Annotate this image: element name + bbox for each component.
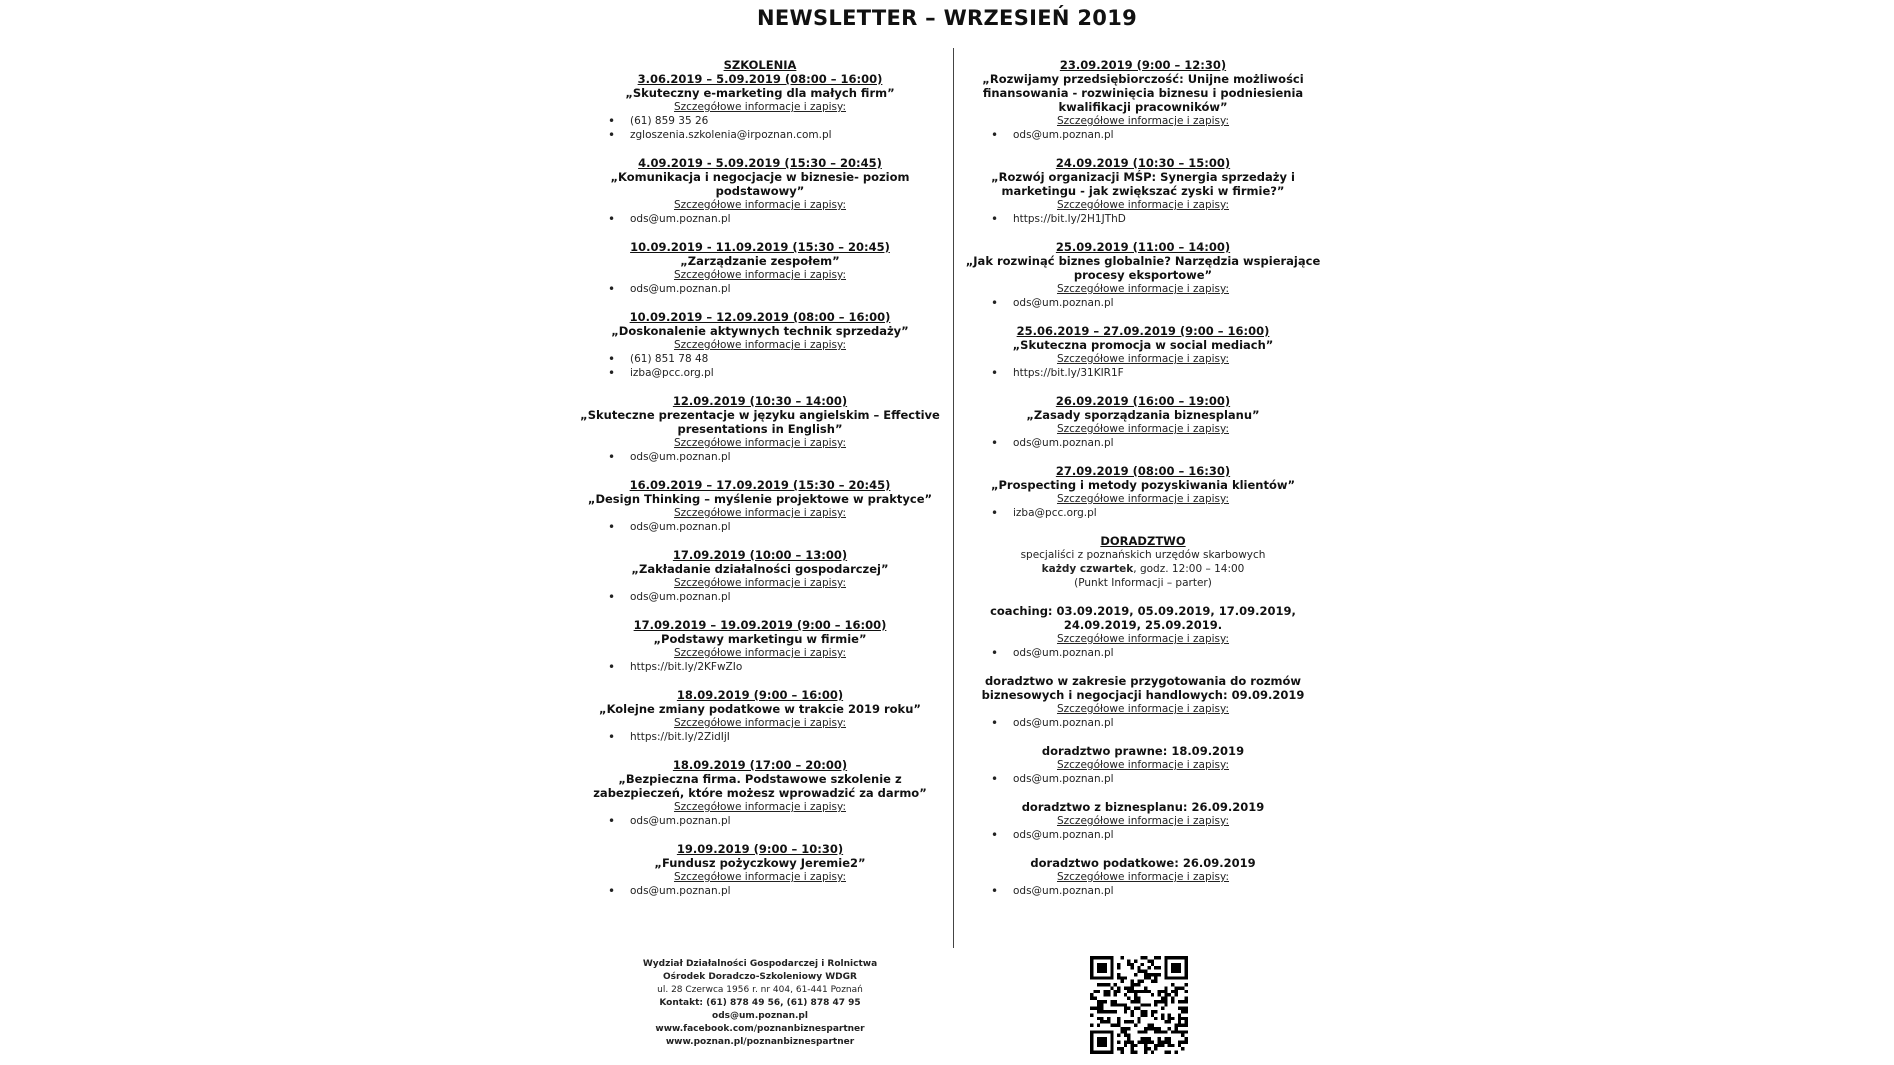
advice-title: coaching: 03.09.2019, 05.09.2019, 17.09.2019, 24.09.2019, 25.09.2019. bbox=[990, 604, 1296, 632]
signup-info-label: Szczegółowe informacje i zapisy: bbox=[673, 339, 847, 351]
training-entry bbox=[963, 464, 1323, 520]
training-entry bbox=[580, 240, 940, 296]
training-topic: „Podstawy marketingu w firmie” bbox=[653, 632, 867, 646]
training-date: 18.09.2019 (17:00 – 20:00) bbox=[672, 758, 848, 772]
contact-item[interactable]: • ods@um.poznan.pl bbox=[991, 716, 1323, 730]
training-topic: „Komunikacja i negocjacje w biznesie- poziom podstawowy” bbox=[610, 170, 910, 198]
contact-item[interactable]: • ods@um.poznan.pl bbox=[991, 436, 1323, 450]
signup-info-label: Szczegółowe informacje i zapisy: bbox=[673, 507, 847, 519]
signup-info-label: Szczegółowe informacje i zapisy: bbox=[1056, 703, 1230, 715]
footer-facebook: www.facebook.com/poznanbiznespartner bbox=[655, 1024, 865, 1034]
signup-info-label: Szczegółowe informacje i zapisy: bbox=[1056, 871, 1230, 883]
contact-list bbox=[963, 436, 1323, 450]
contact-item[interactable]: • ods@um.poznan.pl bbox=[608, 590, 940, 604]
right-column bbox=[963, 58, 1323, 912]
contact-list bbox=[580, 730, 940, 744]
training-topic: „Prospecting i metody pozyskiwania klientów” bbox=[990, 478, 1296, 492]
advice-item bbox=[963, 674, 1323, 730]
training-entry bbox=[580, 758, 940, 828]
contact-item[interactable]: • ods@um.poznan.pl bbox=[608, 212, 940, 226]
signup-info-label: Szczegółowe informacje i zapisy: bbox=[673, 801, 847, 813]
training-date: 17.09.2019 (10:00 – 13:00) bbox=[672, 548, 848, 562]
contact-list bbox=[963, 296, 1323, 310]
signup-info-label: Szczegółowe informacje i zapisy: bbox=[673, 647, 847, 659]
contact-item[interactable]: • ods@um.poznan.pl bbox=[991, 828, 1323, 842]
contact-item[interactable]: • ods@um.poznan.pl bbox=[991, 128, 1323, 142]
training-entry bbox=[580, 618, 940, 674]
signup-info-label: Szczegółowe informacje i zapisy: bbox=[673, 871, 847, 883]
training-topic: „Rozwijamy przedsiębiorczość: Unijne możliwości finansowania - rozwinięcia biznesu i podniesienia kwalifikacji pracowników” bbox=[982, 72, 1304, 114]
signup-info-label: Szczegółowe informacje i zapisy: bbox=[673, 437, 847, 449]
page-title: NEWSLETTER – WRZESIEŃ 2019 bbox=[756, 6, 1138, 30]
footer-website: www.poznan.pl/poznanbiznespartner bbox=[665, 1037, 855, 1047]
footer-contact bbox=[580, 958, 940, 1049]
training-entry bbox=[580, 310, 940, 380]
contact-list bbox=[963, 716, 1323, 730]
training-entry bbox=[963, 156, 1323, 226]
contact-item[interactable]: • ods@um.poznan.pl bbox=[608, 884, 940, 898]
contact-list bbox=[963, 884, 1323, 898]
specialists-schedule bbox=[963, 562, 1323, 576]
contact-item[interactable]: • ods@um.poznan.pl bbox=[608, 450, 940, 464]
signup-info-label: Szczegółowe informacje i zapisy: bbox=[1056, 815, 1230, 827]
signup-info-label: Szczegółowe informacje i zapisy: bbox=[673, 717, 847, 729]
contact-item[interactable]: • (61) 859 35 26 bbox=[608, 114, 940, 128]
training-entry bbox=[580, 394, 940, 464]
contact-item[interactable]: • ods@um.poznan.pl bbox=[608, 520, 940, 534]
contact-item[interactable]: • ods@um.poznan.pl bbox=[991, 772, 1323, 786]
training-topic: „Rozwój organizacji MŚP: Synergia sprzedaży i marketingu - jak zwiększać zyski w firmie?” bbox=[991, 170, 1295, 198]
advice-item bbox=[963, 744, 1323, 786]
contact-item[interactable]: • izba@pcc.org.pl bbox=[608, 366, 940, 380]
training-list bbox=[580, 72, 940, 898]
footer-address: ul. 28 Czerwca 1956 r. nr 404, 61-441 Poznań bbox=[657, 985, 863, 995]
contact-item[interactable]: • https://bit.ly/31KIR1F bbox=[991, 366, 1323, 380]
contact-item[interactable]: • (61) 851 78 48 bbox=[608, 352, 940, 366]
training-topic: „Fundusz pożyczkowy Jeremie2” bbox=[654, 856, 866, 870]
training-topic: „Kolejne zmiany podatkowe w trakcie 2019 roku” bbox=[599, 702, 921, 716]
training-topic: „Jak rozwinąć biznes globalnie? Narzędzia wspierające procesy eksportowe” bbox=[965, 254, 1321, 282]
advice-list bbox=[963, 604, 1323, 898]
training-date: 24.09.2019 (10:30 – 15:00) bbox=[1055, 156, 1231, 170]
contact-item[interactable]: • ods@um.poznan.pl bbox=[608, 814, 940, 828]
training-date: 25.09.2019 (11:00 – 14:00) bbox=[1055, 240, 1231, 254]
training-topic: „Zasady sporządzania biznesplanu” bbox=[1026, 408, 1260, 422]
training-entry bbox=[963, 394, 1323, 450]
qr-code-icon bbox=[1090, 956, 1188, 1054]
contact-list bbox=[963, 828, 1323, 842]
training-date: 10.09.2019 – 12.09.2019 (08:00 – 16:00) bbox=[629, 310, 891, 324]
footer-center: Ośrodek Doradczo-Szkoleniowy WDGR bbox=[663, 972, 857, 982]
signup-info-label: Szczegółowe informacje i zapisy: bbox=[1056, 759, 1230, 771]
specialists-line: specjaliści z poznańskich urzędów skarbowych bbox=[1020, 549, 1266, 561]
signup-info-label: Szczegółowe informacje i zapisy: bbox=[1056, 633, 1230, 645]
training-entry bbox=[963, 58, 1323, 142]
contact-item[interactable]: • https://bit.ly/2KFwZIo bbox=[608, 660, 940, 674]
contact-item[interactable]: • ods@um.poznan.pl bbox=[991, 296, 1323, 310]
advice-heading: DORADZTWO bbox=[1100, 534, 1186, 548]
contact-list bbox=[963, 506, 1323, 520]
contact-list bbox=[580, 450, 940, 464]
training-date: 3.06.2019 – 5.09.2019 (08:00 – 16:00) bbox=[637, 72, 883, 86]
signup-info-label: Szczegółowe informacje i zapisy: bbox=[1056, 423, 1230, 435]
training-topic: „Bezpieczna firma. Podstawowe szkolenie z zabezpieczeń, które możesz wprowadzić za darmo” bbox=[593, 772, 927, 800]
signup-info-label: Szczegółowe informacje i zapisy: bbox=[1056, 493, 1230, 505]
signup-info-label: Szczegółowe informacje i zapisy: bbox=[1056, 199, 1230, 211]
advice-title: doradztwo prawne: 18.09.2019 bbox=[1041, 744, 1245, 758]
training-topic: „Doskonalenie aktywnych technik sprzedaży” bbox=[611, 324, 909, 338]
training-entry bbox=[580, 478, 940, 534]
specialists-hours: , godz. 12:00 – 14:00 bbox=[1133, 563, 1245, 575]
training-date: 4.09.2019 - 5.09.2019 (15:30 – 20:45) bbox=[638, 156, 882, 170]
contact-item[interactable]: • izba@pcc.org.pl bbox=[991, 506, 1323, 520]
training-list-continued bbox=[963, 58, 1323, 520]
contact-list bbox=[580, 282, 940, 296]
contact-item[interactable]: • ods@um.poznan.pl bbox=[608, 282, 940, 296]
training-date: 17.09.2019 – 19.09.2019 (9:00 – 16:00) bbox=[633, 618, 887, 632]
contact-item[interactable]: • ods@um.poznan.pl bbox=[991, 646, 1323, 660]
contact-list bbox=[963, 646, 1323, 660]
training-date: 10.09.2019 - 11.09.2019 (15:30 – 20:45) bbox=[630, 240, 890, 254]
trainings-column bbox=[580, 58, 940, 912]
signup-info-label: Szczegółowe informacje i zapisy: bbox=[1056, 353, 1230, 365]
advice-title: doradztwo podatkowe: 26.09.2019 bbox=[1030, 856, 1256, 870]
footer-dept: Wydział Działalności Gospodarczej i Rolnictwa bbox=[642, 959, 878, 969]
training-topic: „Zarządzanie zespołem” bbox=[680, 254, 840, 268]
contact-list bbox=[580, 814, 940, 828]
training-topic: „Skuteczny e-marketing dla małych firm” bbox=[625, 86, 895, 100]
training-date: 12.09.2019 (10:30 – 14:00) bbox=[672, 394, 848, 408]
contact-item[interactable]: • ods@um.poznan.pl bbox=[991, 884, 1323, 898]
training-date: 26.09.2019 (16:00 – 19:00) bbox=[1055, 394, 1231, 408]
training-date: 27.09.2019 (08:00 – 16:30) bbox=[1055, 464, 1231, 478]
training-topic: „Zakładanie działalności gospodarczej” bbox=[631, 562, 889, 576]
contact-list bbox=[963, 366, 1323, 380]
footer-email: ods@um.poznan.pl bbox=[712, 1011, 808, 1021]
signup-info-label: Szczegółowe informacje i zapisy: bbox=[1056, 115, 1230, 127]
training-date: 18.09.2019 (9:00 – 16:00) bbox=[676, 688, 844, 702]
signup-info-label: Szczegółowe informacje i zapisy: bbox=[673, 577, 847, 589]
training-date: 23.09.2019 (9:00 – 12:30) bbox=[1059, 58, 1227, 72]
training-entry bbox=[580, 72, 940, 142]
training-entry bbox=[963, 324, 1323, 380]
section-heading: SZKOLENIA bbox=[723, 58, 797, 72]
signup-info-label: Szczegółowe informacje i zapisy: bbox=[1056, 283, 1230, 295]
training-topic: „Skuteczne prezentacje w języku angielskim – Effective presentations in English” bbox=[580, 408, 940, 436]
training-date: 19.09.2019 (9:00 – 10:30) bbox=[676, 842, 844, 856]
contact-list bbox=[963, 128, 1323, 142]
advice-title: doradztwo w zakresie przygotowania do rozmów biznesowych i negocjacji handlowych: 09.09.2019 bbox=[981, 674, 1305, 702]
column-divider bbox=[953, 48, 954, 948]
training-topic: „Design Thinking – myślenie projektowe w praktyce” bbox=[587, 492, 933, 506]
signup-info-label: Szczegółowe informacje i zapisy: bbox=[673, 199, 847, 211]
advice-item bbox=[963, 604, 1323, 660]
contact-list bbox=[580, 352, 940, 380]
specialists-place: (Punkt Informacji – parter) bbox=[1074, 577, 1212, 589]
training-topic: „Skuteczna promocja w social mediach” bbox=[1012, 338, 1274, 352]
advice-item bbox=[963, 856, 1323, 898]
training-entry bbox=[963, 240, 1323, 310]
specialists-day: każdy czwartek bbox=[1041, 563, 1134, 575]
signup-info-label: Szczegółowe informacje i zapisy: bbox=[673, 269, 847, 281]
contact-item[interactable]: • zgloszenia.szkolenia@irpoznan.com.pl bbox=[608, 128, 940, 142]
contact-list bbox=[963, 212, 1323, 226]
training-entry bbox=[580, 156, 940, 226]
contact-list bbox=[580, 114, 940, 142]
contact-list bbox=[580, 884, 940, 898]
footer-phone: Kontakt: (61) 878 49 56, (61) 878 47 95 bbox=[659, 998, 861, 1008]
training-entry bbox=[580, 548, 940, 604]
contact-list bbox=[580, 520, 940, 534]
training-date: 25.06.2019 – 27.09.2019 (9:00 – 16:00) bbox=[1016, 324, 1270, 338]
contact-item[interactable]: • https://bit.ly/2H1JThD bbox=[991, 212, 1323, 226]
signup-info-label: Szczegółowe informacje i zapisy: bbox=[673, 101, 847, 113]
training-date: 16.09.2019 – 17.09.2019 (15:30 – 20:45) bbox=[629, 478, 891, 492]
contact-item[interactable]: • https://bit.ly/2ZidIjI bbox=[608, 730, 940, 744]
contact-list bbox=[580, 212, 940, 226]
contact-list bbox=[580, 590, 940, 604]
advice-title: doradztwo z biznesplanu: 26.09.2019 bbox=[1021, 800, 1265, 814]
advice-section bbox=[963, 534, 1323, 590]
training-entry bbox=[580, 842, 940, 898]
contact-list bbox=[580, 660, 940, 674]
contact-list bbox=[963, 772, 1323, 786]
training-entry bbox=[580, 688, 940, 744]
advice-item bbox=[963, 800, 1323, 842]
